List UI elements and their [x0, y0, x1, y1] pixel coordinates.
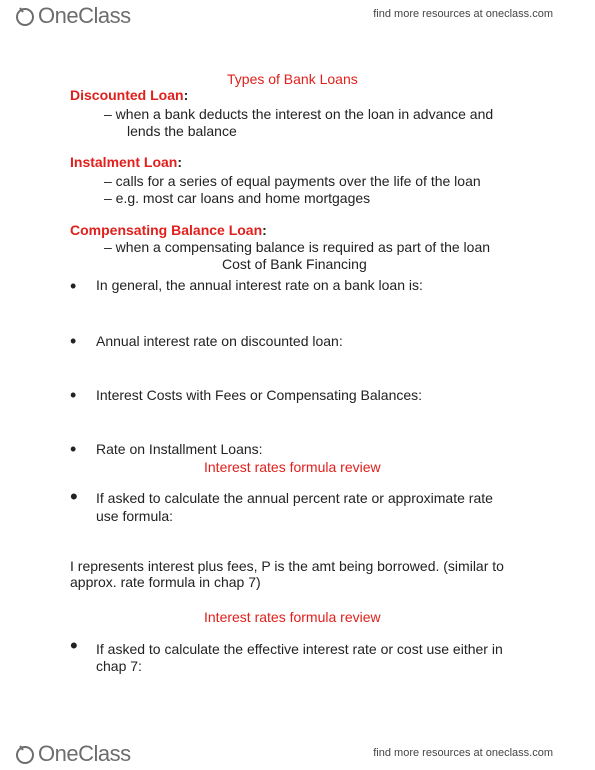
bullet-dot: • [70, 633, 78, 658]
section-line: – when a bank deducts the interest on the loan in advance and [104, 106, 494, 122]
heading-text: Compensating Balance Loan [70, 222, 263, 238]
logo-text: OneClass [38, 741, 131, 766]
review-bullet-line: use formula: [96, 508, 174, 524]
section-subtitle: Cost of Bank Financing [222, 256, 367, 272]
review-paragraph-line: I represents interest plus fees, P is the amt being borrowed. (similar to [70, 558, 504, 574]
section-heading-discounted-loan [70, 87, 188, 103]
review-title: Interest rates formula review [204, 459, 381, 475]
heading-colon: : [177, 154, 183, 170]
bullet-dot: • [70, 276, 77, 296]
bullet-item: Interest Costs with Fees or Compensating Balances: [96, 387, 423, 403]
bullet-dot: • [70, 484, 78, 509]
heading-text: Instalment Loan [70, 154, 178, 170]
footer-tagline-link[interactable]: find more resources at oneclass.com [373, 747, 553, 759]
review-bullet-line: If asked to calculate the effective interest rate or cost use either in [96, 641, 503, 657]
section-line: – e.g. most car loans and home mortgages [104, 190, 371, 206]
bullet-item: Rate on Installment Loans: [96, 441, 263, 457]
oneclass-logo-icon [14, 742, 36, 766]
heading-colon: : [262, 222, 267, 238]
review-paragraph-line: approx. rate formula in chap 7) [70, 574, 261, 590]
review-bullet-line: If asked to calculate the annual percent rate or approximate rate [96, 490, 493, 506]
section-line: – when a compensating balance is required as part of the loan [104, 239, 491, 255]
bullet-dot: • [70, 439, 77, 459]
bullet-item: Annual interest rate on discounted loan: [96, 333, 343, 349]
bullet-dot: • [70, 385, 77, 405]
logo-text: OneClass [38, 3, 131, 28]
section-heading-instalment-loan [70, 154, 182, 170]
section-heading-compensating-balance-loan [70, 222, 267, 238]
oneclass-logo[interactable] [14, 3, 131, 29]
review-bullet-line: chap 7: [96, 658, 142, 674]
section-line: – calls for a series of equal payments over the life of the loan [104, 173, 481, 189]
section-line: lends the balance [127, 123, 237, 139]
header-tagline-link[interactable]: find more resources at oneclass.com [373, 8, 553, 20]
heading-text: Discounted Loan [70, 87, 184, 103]
bullet-item: In general, the annual interest rate on a bank loan is: [96, 277, 423, 293]
oneclass-logo-icon [14, 4, 36, 28]
oneclass-footer-logo[interactable] [14, 741, 131, 767]
review-title: Interest rates formula review [204, 609, 381, 625]
heading-colon: : [183, 87, 189, 103]
bullet-dot: • [70, 331, 77, 351]
page-title: Types of Bank Loans [227, 71, 358, 87]
